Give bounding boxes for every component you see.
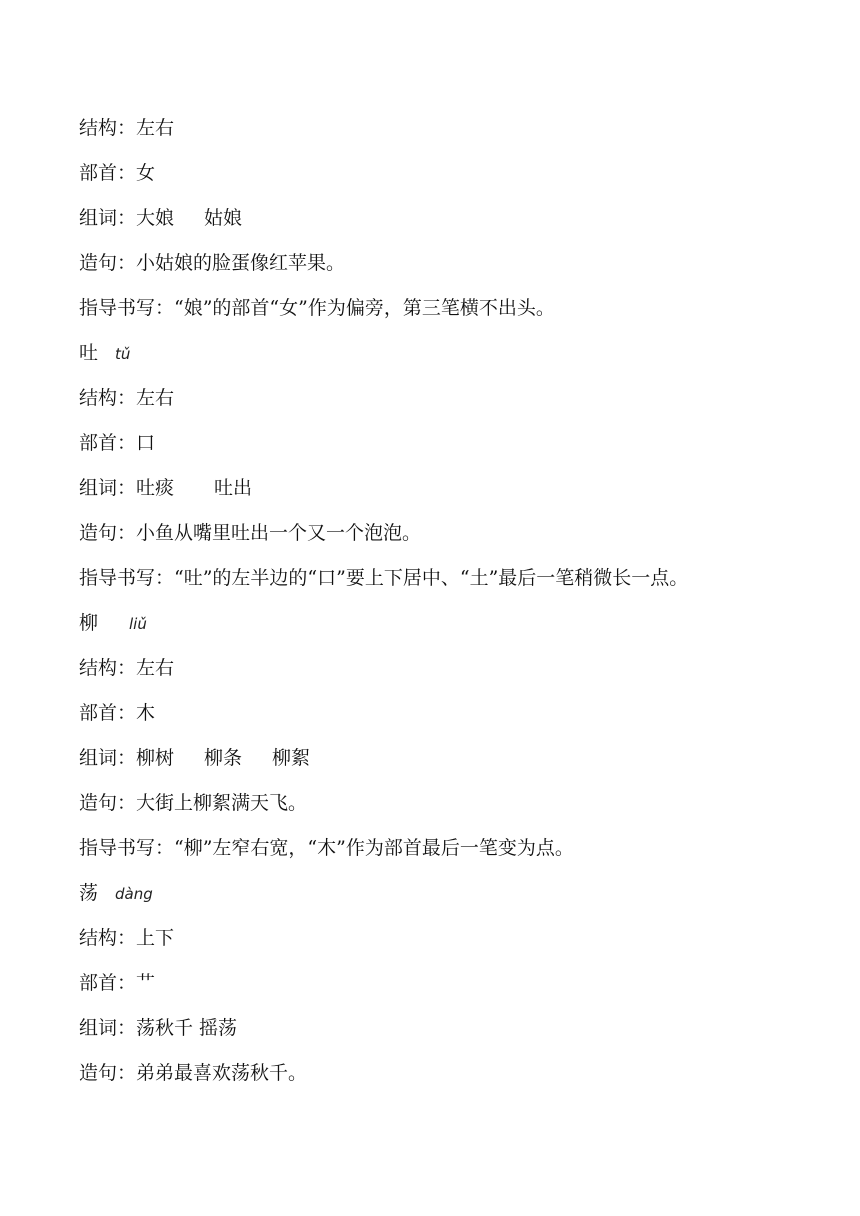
tu-sentence: 造句：小鱼从嘴里吐出一个又一个泡泡。 (79, 522, 422, 544)
tu-word-1: 吐痰 (136, 477, 175, 499)
dang-heading (79, 876, 819, 921)
dang-word-2: 摇荡 (199, 1017, 238, 1039)
liu-word-1: 柳树 (136, 747, 175, 769)
niang-sentence: 造句：小姑娘的脸蛋像红苹果。 (79, 252, 346, 274)
liu-sentence: 造句：大街上柳絮满天飞。 (79, 792, 308, 814)
dang-words (79, 1011, 819, 1056)
niang-radical: 部首：女 (79, 162, 156, 184)
dang-structure: 结构：上下 (79, 927, 175, 949)
liu-guide: 指导书写：“柳”左窄右宽，“木”作为部首最后一笔变为点。 (79, 837, 574, 859)
tu-guide: 指导书写：“吐”的左半边的“口”要上下居中、“土”最后一笔稍微长一点。 (79, 567, 689, 589)
tu-pinyin: tǔ (115, 345, 131, 363)
dang-character: 荡 (79, 882, 99, 904)
dang-sentence: 造句：弟弟最喜欢荡秋千。 (79, 1062, 308, 1084)
tu-word-2: 吐出 (214, 477, 253, 499)
tu-structure: 结构：左右 (79, 387, 175, 409)
niang-word-1: 大娘 (136, 207, 175, 229)
tu-character: 吐 (79, 342, 99, 364)
liu-pinyin: liǔ (129, 615, 147, 633)
liu-heading (79, 606, 819, 651)
niang-words (79, 201, 819, 246)
liu-radical: 部首：木 (79, 702, 156, 724)
niang-words-label: 组词： (79, 207, 137, 229)
liu-words (79, 741, 819, 786)
liu-word-2: 柳条 (204, 747, 243, 769)
niang-word-2: 姑娘 (204, 207, 243, 229)
document-content (79, 111, 819, 1101)
dang-word-1: 荡秋千 (136, 1017, 194, 1039)
niang-guide: 指导书写：“娘”的部首“女”作为偏旁，第三笔横不出头。 (79, 297, 555, 319)
dang-words-label: 组词： (79, 1017, 137, 1039)
tu-words-label: 组词： (79, 477, 137, 499)
tu-words (79, 471, 819, 516)
dang-pinyin: dàng (115, 885, 153, 903)
niang-structure: 结构：左右 (79, 117, 175, 139)
tu-heading (79, 336, 819, 381)
liu-structure: 结构：左右 (79, 657, 175, 679)
tu-radical: 部首：口 (79, 432, 156, 454)
liu-character: 柳 (79, 612, 99, 634)
dang-radical: 部首：艹 (79, 972, 156, 994)
liu-word-3: 柳絮 (272, 747, 311, 769)
liu-words-label: 组词： (79, 747, 137, 769)
